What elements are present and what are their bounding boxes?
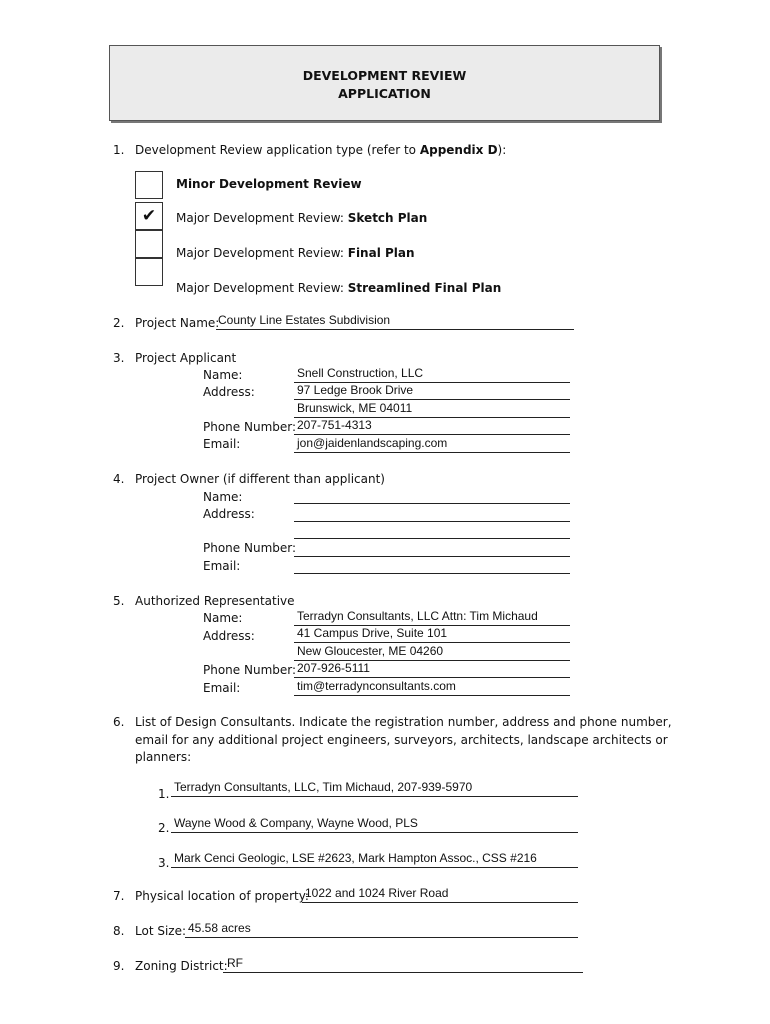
q6-text-line3: planners:: [135, 750, 192, 764]
rep-address-label: Address:: [203, 629, 255, 643]
property-location-field[interactable]: 1022 and 1024 River Road: [302, 886, 578, 903]
rep-email-label: Email:: [203, 681, 241, 695]
checkbox-streamlined-final-plan[interactable]: [135, 258, 163, 286]
q4-number: 4.: [113, 472, 125, 486]
q5-title: Authorized Representative: [135, 594, 295, 608]
check-icon: ✔: [141, 206, 157, 226]
q6-text-line1: List of Design Consultants. Indicate the registration number, address and phone number,: [135, 715, 672, 729]
applicant-phone-label: Phone Number:: [203, 420, 297, 434]
q8-label: Lot Size:: [135, 924, 187, 938]
rep-address2-field[interactable]: New Gloucester, ME 04260: [294, 644, 570, 661]
q6-number: 6.: [113, 715, 125, 729]
q7-label: Physical location of property:: [135, 889, 309, 903]
form-title-line2: APPLICATION: [338, 86, 431, 101]
applicant-email-label: Email:: [203, 437, 241, 451]
checkbox-minor-review[interactable]: [135, 171, 163, 199]
consultant-1-number: 1.: [158, 787, 170, 801]
owner-email-label: Email:: [203, 559, 241, 573]
q1-question: Development Review application type (refer to Appendix D):: [135, 143, 507, 157]
q7-number: 7.: [113, 889, 125, 903]
q1-number: 1.: [113, 143, 125, 157]
project-name-field[interactable]: County Line Estates Subdivision: [216, 313, 574, 330]
rep-name-label: Name:: [203, 611, 243, 625]
rep-phone-field[interactable]: 207-926-5111: [294, 661, 570, 678]
applicant-address-label: Address:: [203, 385, 255, 399]
consultant-2-field[interactable]: Wayne Wood & Company, Wayne Wood, PLS: [171, 816, 578, 833]
lot-size-field[interactable]: 45.58 acres: [185, 921, 578, 938]
q6-text-line2: email for any additional project engineers, surveyors, architects, landscape architects or: [135, 733, 668, 747]
applicant-name-field[interactable]: Snell Construction, LLC: [294, 366, 570, 383]
consultant-2-number: 2.: [158, 821, 170, 835]
zoning-district-field[interactable]: RF: [223, 956, 583, 973]
owner-address-label: Address:: [203, 507, 255, 521]
applicant-name-label: Name:: [203, 368, 243, 382]
q2-number: 2.: [113, 316, 125, 330]
option-final-plan: Major Development Review: Final Plan: [176, 246, 415, 260]
q8-number: 8.: [113, 924, 125, 938]
q3-title: Project Applicant: [135, 351, 237, 365]
owner-address2-field[interactable]: [294, 522, 570, 539]
option-streamlined-final-plan: Major Development Review: Streamlined Final Plan: [176, 281, 502, 295]
checkbox-final-plan[interactable]: [135, 230, 163, 258]
owner-name-label: Name:: [203, 490, 243, 504]
owner-address1-field[interactable]: [294, 505, 570, 522]
rep-name-field[interactable]: Terradyn Consultants, LLC Attn: Tim Michaud: [294, 609, 570, 626]
option-sketch-plan: Major Development Review: Sketch Plan: [176, 211, 428, 225]
consultant-3-number: 3.: [158, 856, 170, 870]
form-title-box: [109, 45, 660, 121]
rep-email-field[interactable]: tim@terradynconsultants.com: [294, 679, 570, 696]
applicant-address2-field[interactable]: Brunswick, ME 04011: [294, 401, 570, 418]
q9-number: 9.: [113, 959, 125, 973]
owner-email-field[interactable]: [294, 557, 570, 574]
applicant-address1-field[interactable]: 97 Ledge Brook Drive: [294, 383, 570, 400]
owner-phone-label: Phone Number:: [203, 541, 297, 555]
checkbox-sketch-plan[interactable]: [135, 202, 163, 230]
applicant-phone-field[interactable]: 207-751-4313: [294, 418, 570, 435]
option-minor-review: Minor Development Review: [176, 177, 362, 191]
owner-phone-field[interactable]: [294, 540, 570, 557]
consultant-1-field[interactable]: Terradyn Consultants, LLC, Tim Michaud, 207-939-5970: [171, 780, 578, 797]
owner-name-field[interactable]: [294, 487, 570, 504]
rep-address1-field[interactable]: 41 Campus Drive, Suite 101: [294, 626, 570, 643]
q3-number: 3.: [113, 351, 125, 365]
form-title-line1: DEVELOPMENT REVIEW: [302, 68, 467, 83]
q9-label: Zoning District:: [135, 959, 228, 973]
q5-number: 5.: [113, 594, 125, 608]
applicant-email-field[interactable]: jon@jaidenlandscaping.com: [294, 436, 570, 453]
consultant-3-field[interactable]: Mark Cenci Geologic, LSE #2623, Mark Hampton Assoc., CSS #216: [171, 851, 578, 868]
q4-title: Project Owner (if different than applicant): [135, 472, 385, 486]
q2-label: Project Name:: [135, 316, 220, 330]
rep-phone-label: Phone Number:: [203, 663, 297, 677]
